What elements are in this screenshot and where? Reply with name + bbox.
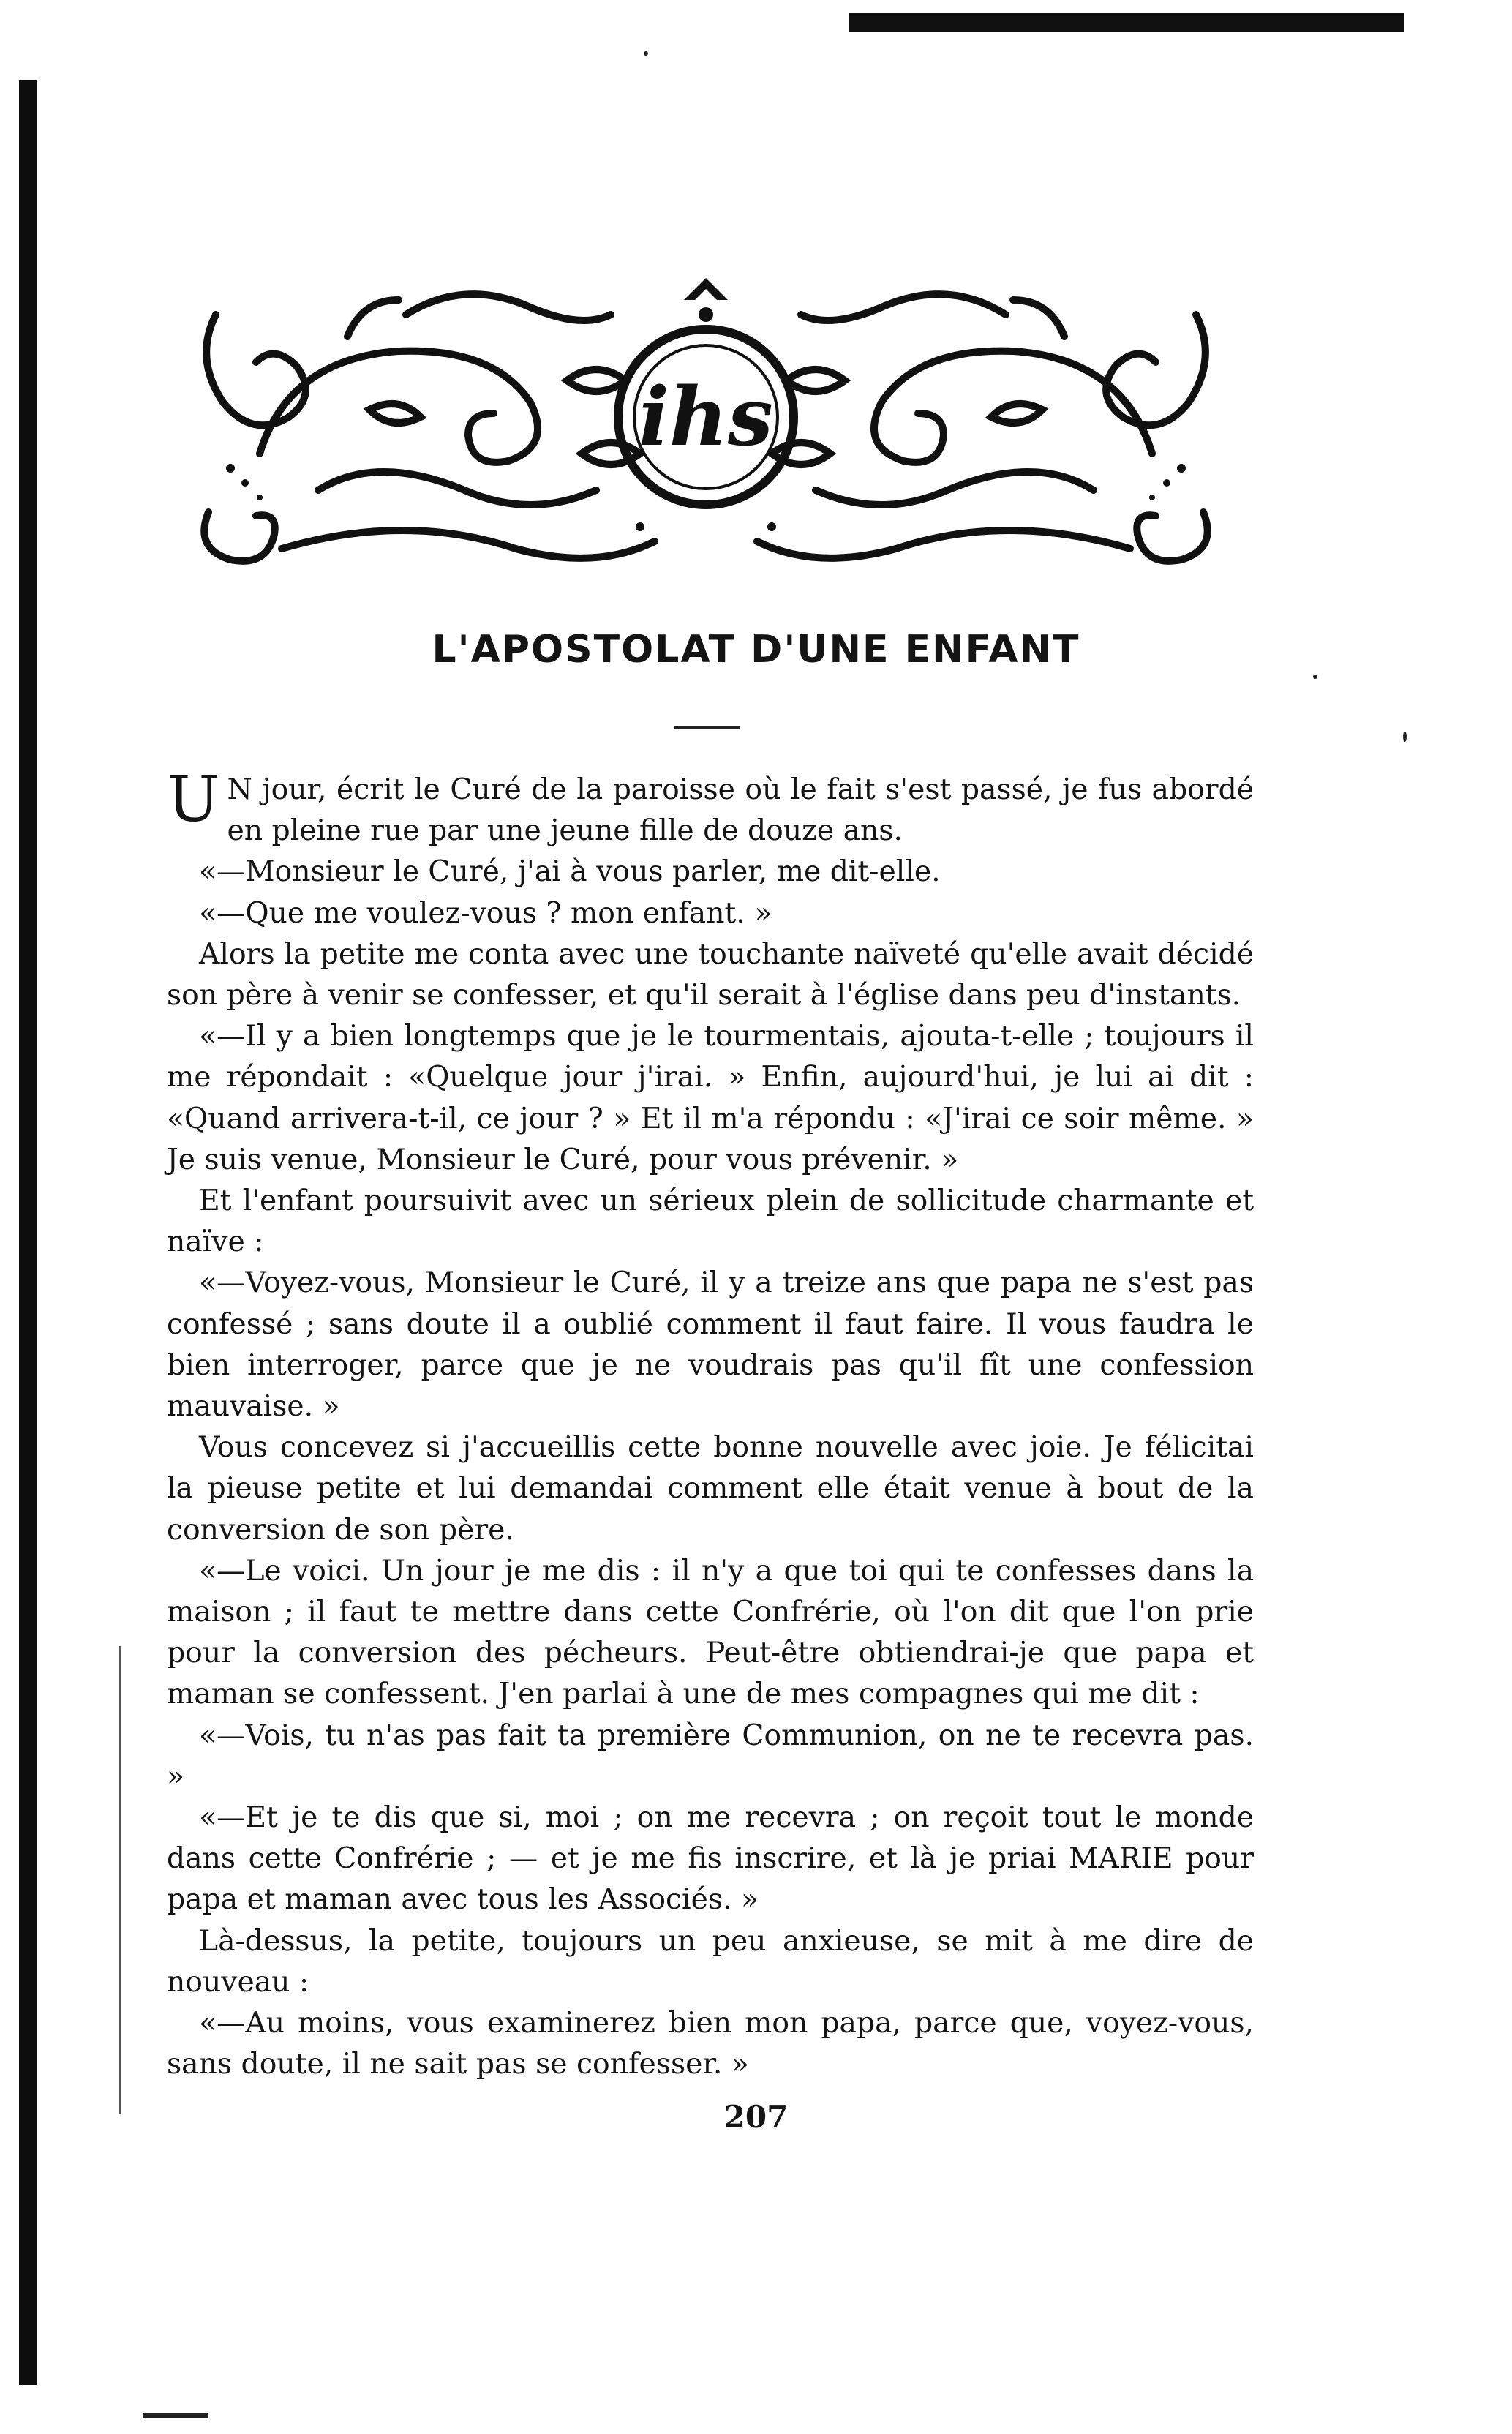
page-number: 207 <box>723 2099 789 2135</box>
paragraph: «—Voyez-vous, Monsieur le Curé, il y a treize ans que papa ne s'est pas confessé ; sans doute il a oublié comment il faut faire. Il vous faudra le bien interroger, parce que je ne voudrais pas qu'il fît une confession mauvaise. » <box>167 1266 1254 1424</box>
paragraph: «—Au moins, vous examinerez bien mon papa, parce que, voyez-vous, sans doute, il ne sait pas se confesser. » <box>167 2007 1254 2081</box>
paragraph: U N jour, écrit le Curé de la paroisse où le fait s'est passé, je fus abordé en pleine rue par une jeune fille de douze ans. <box>167 763 1254 848</box>
scan-top-rule <box>849 13 1404 32</box>
drop-cap: U <box>167 763 220 836</box>
scan-speck <box>644 51 648 56</box>
paragraph: Et l'enfant poursuivit avec un sérieux plein de sollicitude charmante et naïve : <box>167 1184 1254 1259</box>
paragraph: «—Le voici. Un jour je me dis : il n'y a que toi qui te confesses dans la maison ; il faut te mettre dans cette Confrérie, où l'on dit que l'on prie pour la conversion des pécheurs. Peut-être obtiendrai-je que papa et maman se confessent. J'en parlai à une de mes compagnes qui me dit : <box>167 1554 1254 1711</box>
scan-speck <box>1313 675 1317 679</box>
paragraph: «—Et je te dis que si, moi ; on me recevra ; on reçoit tout le monde dans cette Confrérie ; — et je me fis inscrire, et là je priai MARIE pour papa et maman avec tous les Associés. » <box>167 1801 1254 1917</box>
body-text <box>167 763 1254 2086</box>
scan-speck <box>1403 732 1407 742</box>
scan-binding-shadow <box>19 80 37 2385</box>
paragraph: Alors la petite me conta avec une touchante naïveté qu'elle avait décidé son père à venir se confesser, et qu'il serait à l'église dans peu d'instants. <box>167 937 1254 1013</box>
title-rule <box>674 726 740 729</box>
paragraph: «—Vois, tu n'as pas fait ta première Communion, on ne te recevra pas. » <box>167 1719 1254 1793</box>
paragraph: «—Monsieur le Curé, j'ai à vous parler, me dit-elle. <box>199 855 941 889</box>
ihs-monogram: ihs <box>639 369 773 464</box>
paragraph: Vous concevez si j'accueillis cette bonne nouvelle avec joie. Je félicitai la pieuse petite et lui demandai comment elle était venue à bout de la conversion de son père. <box>167 1431 1254 1547</box>
paragraph: «—Que me voulez-vous ? mon enfant. » <box>199 896 772 930</box>
paragraph: «—Il y a bien longtemps que je le tourmentais, ajouta-t-elle ; toujours il me répondait : «Quelque jour j'irai. » Enfin, aujourd'hui, je lui ai dit : «Quand arrivera-t-il, ce jour ? » Et il m'a répondu : «J'irai ce soir même. » Je suis venue, Monsieur le Curé, pour vous prévenir. » <box>167 1020 1254 1176</box>
paragraph: Là-dessus, la petite, toujours un peu anxieuse, se mit à me dire de nouveau : <box>167 1924 1254 1999</box>
ornament-ihs-headpiece <box>187 271 1225 578</box>
scan-margin-line <box>119 1646 121 2114</box>
scan-bottom-mark <box>143 2413 208 2418</box>
chapter-title: L'APOSTOLAT D'UNE ENFANT <box>432 628 1080 672</box>
